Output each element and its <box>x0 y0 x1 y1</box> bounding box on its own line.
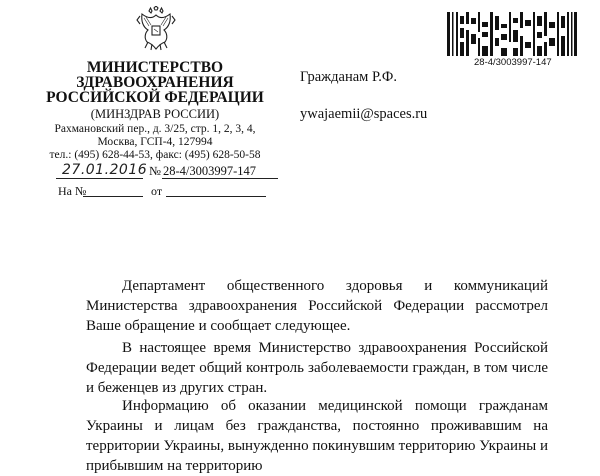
barcode-number: 28-4/3003997-147 <box>474 57 552 68</box>
ministry-name-line2: ЗДРАВООХРАНЕНИЯ <box>76 74 234 91</box>
body-paragraph-1: Департамент общественного здоровья и коммуникаций Министерства здравоохранения Российской Федерации рассмотрел Ваше обращение и сообщает следующее. <box>86 278 548 334</box>
reply-to-underline <box>83 196 143 197</box>
date-underline <box>56 178 143 179</box>
ministry-name-line1: МИНИСТЕРСТВО <box>86 59 224 76</box>
registration-number: 28-4/3003997-147 <box>163 164 257 178</box>
barcode-icon <box>447 12 577 56</box>
ministry-address-line1: Рахмановский пер., д. 3/25, стр. 1, 2, 3, 4, <box>54 123 256 135</box>
ministry-name-line3: РОССИЙСКОЙ ФЕДЕРАЦИИ <box>46 89 264 106</box>
recipient-greeting: Гражданам Р.Ф. <box>300 69 397 85</box>
ministry-address-line2: Москва, ГСП-4, 127994 <box>97 136 213 148</box>
number-underline <box>162 178 278 179</box>
handwritten-date: 27.01.2016 <box>62 162 148 178</box>
recipient-email: ywajaemii@spaces.ru <box>300 106 428 122</box>
reply-to-label: На № <box>58 184 87 198</box>
ministry-phone-line: тел.: (495) 628-44-53, факс: (495) 628-50-58 <box>49 149 261 161</box>
number-sign: № <box>149 164 161 178</box>
body-paragraph-2: В настоящее время Министерство здравоохранения Российской Федерации ведет общий контроль заболеваемости граждан, в том числе и беженцев из других стран. <box>86 340 548 396</box>
reply-from-label: от <box>151 184 163 198</box>
reply-from-underline <box>166 196 266 197</box>
ministry-short-name: (МИНЗДРАВ РОССИИ) <box>90 107 220 121</box>
body-paragraph-3: Информацию об оказании медицинской помощи гражданам Украины и лицам без гражданства, постоянно проживавшим на территории Украины, вынужденно покинувшим территорию Украины и прибывшим на территорию <box>86 398 548 474</box>
coat-of-arms-icon <box>134 6 178 52</box>
